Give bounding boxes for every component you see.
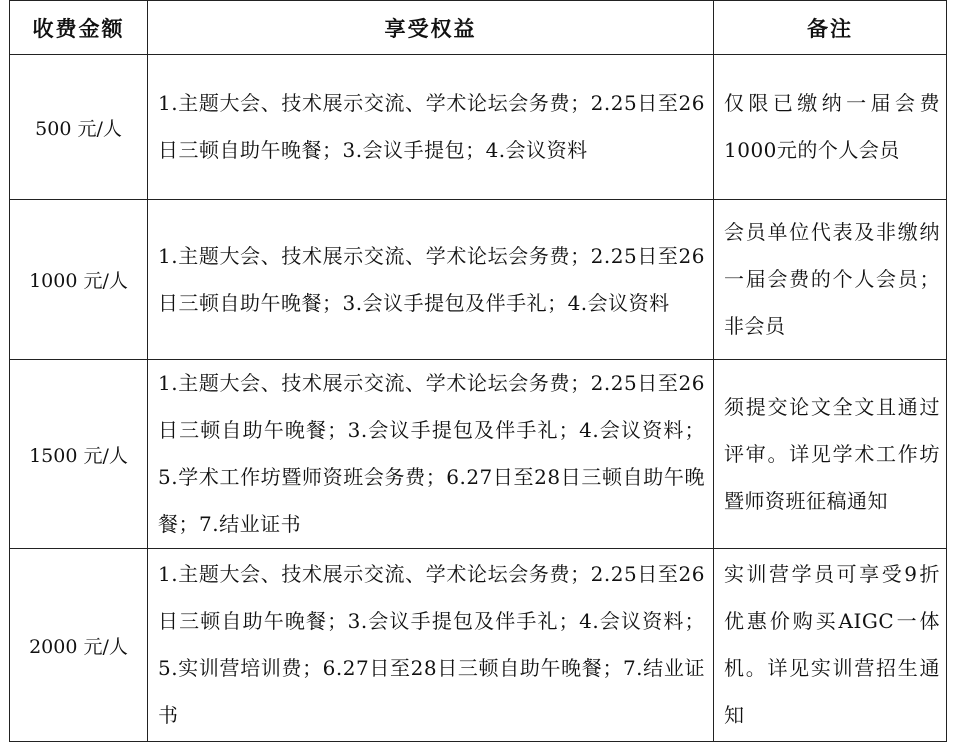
- table-row: [10, 200, 947, 360]
- table-row: [10, 549, 947, 742]
- note-cell: 须提交论文全文且通过评审。详见学术工作坊暨师资班征稿通知: [714, 360, 947, 549]
- fee-cell: 1500 元/人: [10, 360, 148, 549]
- header-notes: 备注: [714, 1, 947, 55]
- note-cell: 仅限已缴纳一届会费1000元的个人会员: [714, 55, 947, 200]
- table-row: [10, 360, 947, 549]
- table-row: [10, 55, 947, 200]
- fee-table: [9, 0, 947, 742]
- fee-cell: 1000 元/人: [10, 200, 148, 360]
- note-cell: 会员单位代表及非缴纳一届会费的个人会员；非会员: [714, 200, 947, 360]
- benefits-cell: 1.主题大会、技术展示交流、学术论坛会务费；2.25日至26日三顿自助午晚餐；3.会议手提包及伴手礼；4.会议资料: [148, 200, 714, 360]
- benefits-cell: 1.主题大会、技术展示交流、学术论坛会务费；2.25日至26日三顿自助午晚餐；3.会议手提包及伴手礼；4.会议资料；5.学术工作坊暨师资班会务费；6.27日至28日三顿自助午晚餐；7.结业证书: [148, 360, 714, 549]
- table-header-row: [10, 1, 947, 55]
- fee-cell: 500 元/人: [10, 55, 148, 200]
- benefits-cell: 1.主题大会、技术展示交流、学术论坛会务费；2.25日至26日三顿自助午晚餐；3.会议手提包；4.会议资料: [148, 55, 714, 200]
- fee-cell: 2000 元/人: [10, 549, 148, 742]
- note-cell: 实训营学员可享受9折优惠价购买AIGC一体机。详见实训营招生通知: [714, 549, 947, 742]
- header-fee: 收费金额: [10, 1, 148, 55]
- header-benefits: 享受权益: [148, 1, 714, 55]
- benefits-cell: 1.主题大会、技术展示交流、学术论坛会务费；2.25日至26日三顿自助午晚餐；3.会议手提包及伴手礼；4.会议资料；5.实训营培训费；6.27日至28日三顿自助午晚餐；7.结业证书: [148, 549, 714, 742]
